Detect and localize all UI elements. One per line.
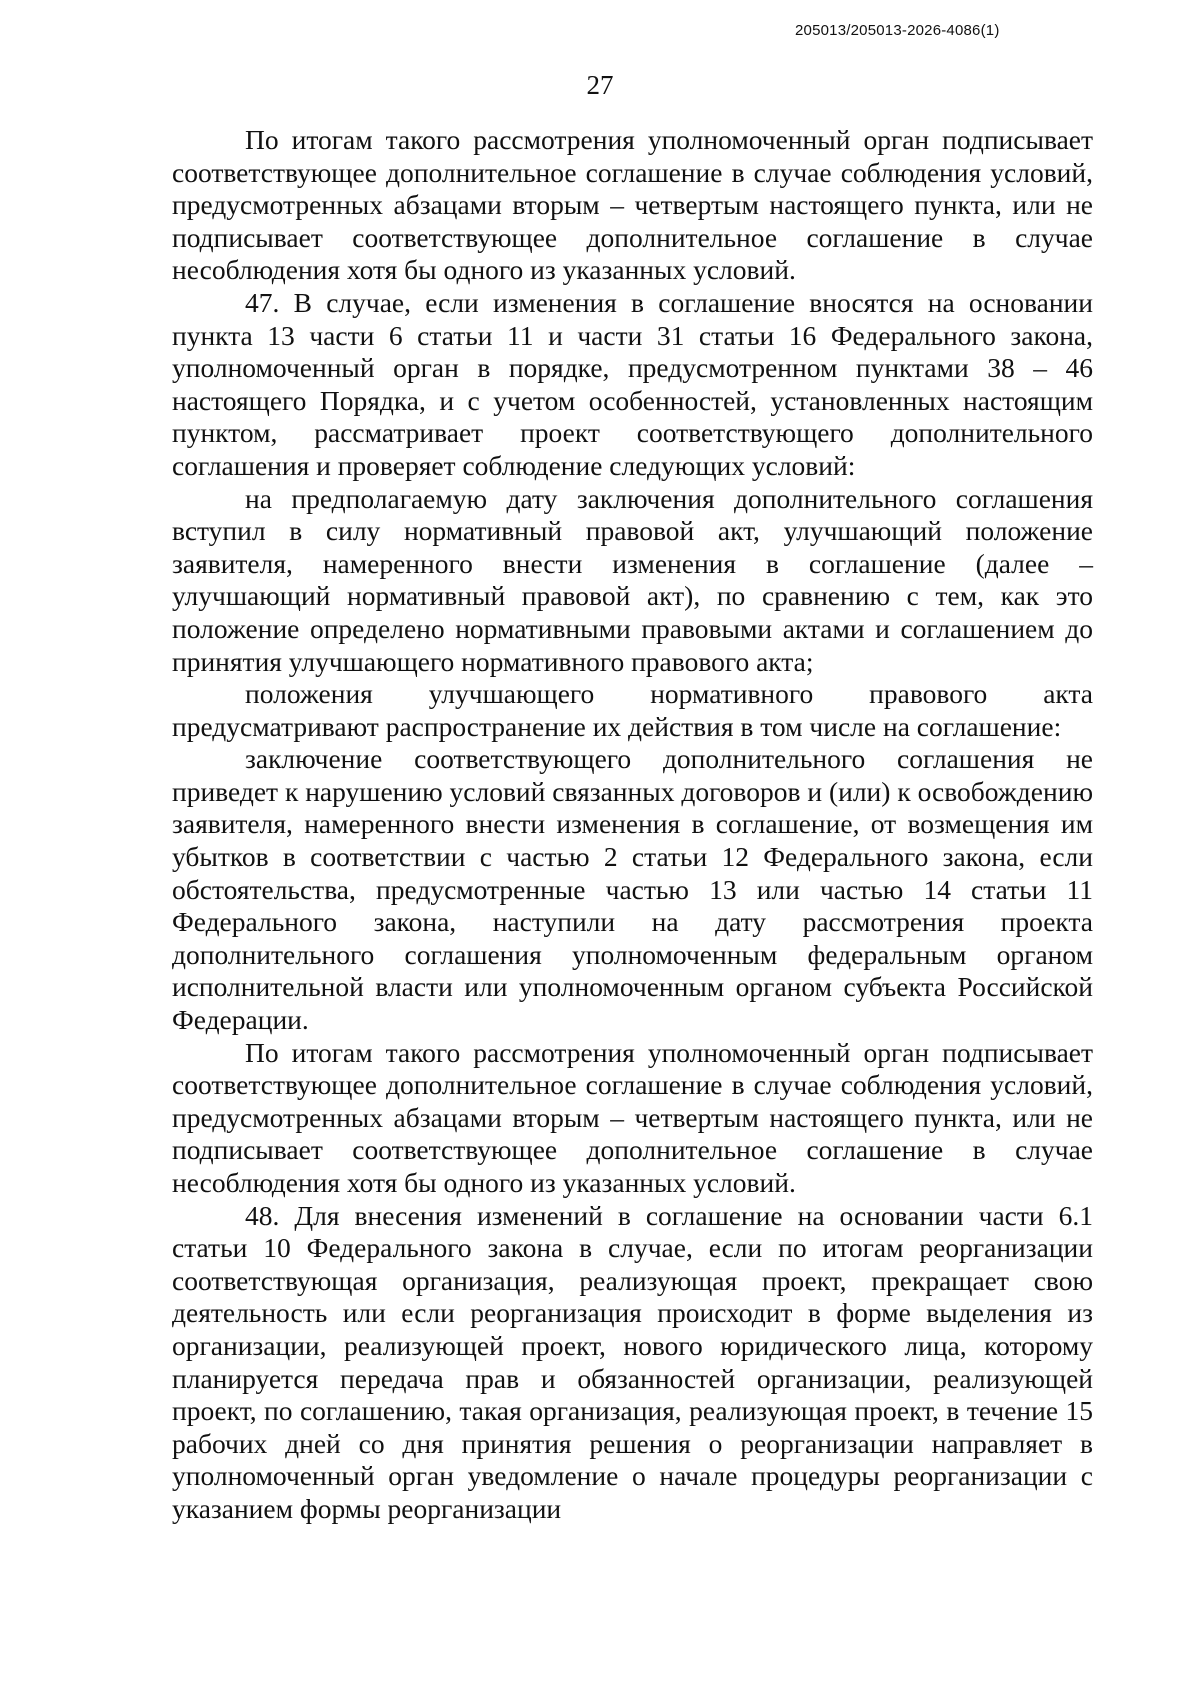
paragraph-condition-1: на предполагаемую дату заключения дополнительного соглашения вступил в силу нормативный правовой акт, улучшающий положение заявителя, намеренного внести изменения в соглашение (далее – улучшающий нормативный правовой акт), по сравнению с тем, как это положение определено нормативными правовыми актами и соглашением до принятия улучшающего нормативного правового акта; xyxy=(172,482,1093,677)
document-body xyxy=(172,124,1093,1526)
paragraph-item-48: 48. Для внесения изменений в соглашение на основании части 6.1 статьи 10 Федерального закона в случае, если по итогам реорганизации соответствующая организация, реализующая проект, прекращает свою деятельность или если реорганизация происходит в форме выделения из организации, реализующей проект, нового юридического лица, которому планируется передача прав и обязанностей организации, реализующей проект, по соглашению, такая организация, реализующая проект, в течение 15 рабочих дней со дня принятия решения о реорганизации направляет в уполномоченный орган уведомление о начале процедуры реорганизации с указанием формы реорганизации xyxy=(172,1199,1093,1524)
paragraph-item-47: 47. В случае, если изменения в соглашение вносятся на основании пункта 13 части 6 статьи 11 и части 31 статьи 16 Федерального закона, уполномоченный орган в порядке, предусмотренном пунктами 38 – 46 настоящего Порядка, и с учетом особенностей, установленных настоящим пунктом, рассматривает проект соответствующего дополнительного соглашения и проверяет соблюдение следующих условий: xyxy=(172,286,1093,481)
paragraph-condition-3: заключение соответствующего дополнительного соглашения не приведет к нарушению условий связанных договоров и (или) к освобождению заявителя, намеренного внести изменения в соглашение, от возмещения им убытков в соответствии с частью 2 статьи 12 Федерального закона, если обстоятельства, предусмотренные частью 13 или частью 14 статьи 11 Федерального закона, наступили на дату рассмотрения проекта дополнительного соглашения уполномоченным федеральным органом исполнительной власти или уполномоченным органом субъекта Российской Федерации. xyxy=(172,743,1093,1036)
page-number: 27 xyxy=(586,70,614,100)
paragraph-review-result-1: По итогам такого рассмотрения уполномоченный орган подписывает соответствующее дополнительное соглашение в случае соблюдения условий, предусмотренных абзацами вторым – четвертым настоящего пункта, или не подписывает соответствующее дополнительное соглашение в случае несоблюдения хотя бы одного из указанных условий. xyxy=(172,124,1093,286)
document-id: 205013/205013-2026-4086(1) xyxy=(795,22,1000,39)
paragraph-condition-2: положения улучшающего нормативного правового акта предусматривают распространение их действия в том числе на соглашение: xyxy=(172,678,1093,742)
paragraph-review-result-2: По итогам такого рассмотрения уполномоченный орган подписывает соответствующее дополнительное соглашение в случае соблюдения условий, предусмотренных абзацами вторым – четвертым настоящего пункта, или не подписывает соответствующее дополнительное соглашение в случае несоблюдения хотя бы одного из указанных условий. xyxy=(172,1036,1093,1198)
